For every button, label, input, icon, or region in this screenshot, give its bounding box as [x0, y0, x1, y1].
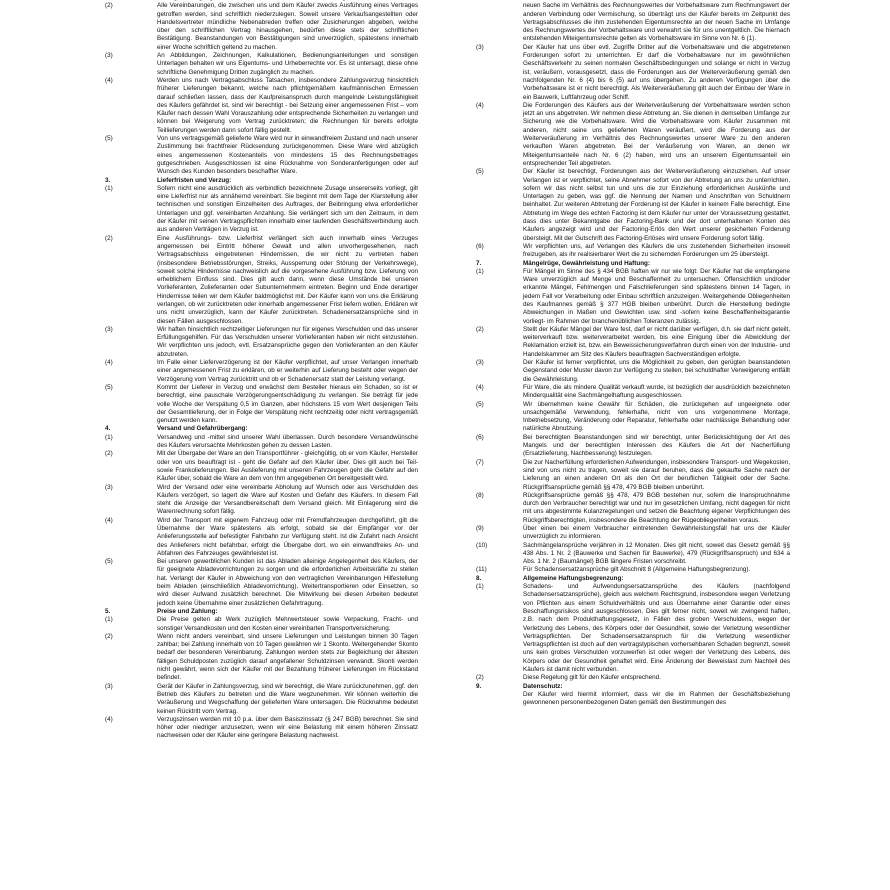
clause-text: Diese Regelung gilt für den Käufer entsprechend.	[523, 674, 661, 682]
right-column	[476, 0, 790, 708]
clause	[105, 2, 418, 52]
clause	[476, 542, 790, 567]
clause	[476, 566, 790, 574]
clause-number: (2)	[105, 234, 113, 242]
clause	[476, 359, 790, 384]
clause-number: (3)	[476, 359, 484, 367]
clause-number: (2)	[105, 2, 113, 10]
clause	[105, 384, 418, 425]
clause-text: Kommt der Lieferer in Verzug und erwächst dem Besteller hieraus ein Schaden, so ist er berechtigt, eine pauschale Verzögerungsentschädigung zu verlangen. Sie beträgt für jede volle Woche der Verspätung 0,5 im Ganzen, aber höchstens 15 vom Wert desjenigen Teils der Gesamtlieferung, der in Folge der Verspätung nicht rechtzeitig oder nicht vertragsgemäß genutzt werden kann.	[157, 383, 418, 425]
clause	[476, 583, 790, 674]
clause	[105, 484, 418, 517]
clause-number: (2)	[105, 632, 113, 640]
clause	[476, 102, 790, 168]
clause-number: (3)	[476, 43, 484, 51]
clause-text: An Abbildungen, Zeichnungen, Kalkulationen, Bedienungsanleitungen und sonstigen Unterlagen behalten wir uns Eigentums- und Urheberrechte vor. Es ist untersagt, diese ohne schriftliche Genehmigung Dritten zugänglich zu machen.	[157, 52, 418, 76]
clause	[105, 326, 418, 359]
section-heading	[105, 177, 418, 185]
clause-text: Bei unseren gewerblichen Kunden ist das Abladen alleinige Angelegenheit des Käufers, der für geeignete Abladevorrichtungen zu sorgen und die erforderlichen Arbeitskräfte zu stellen hat. Verlangt der Käufer in Abweichung von den vertraglichen Vereinbarungen Hilfestellung beim Abladen (einschließlich Abladevorrichtung), Weitertransportieren oder Einsetzen, so wird dieser Aufwand zusätzlich berechnet. Die Mitwirkung bei diesen Arbeiten bedeutet jedoch keine Übernahme einer zusätzlichen Gefahrtragung.	[157, 558, 418, 607]
section-title: Allgemeine Haftungsbegrenzung:	[523, 574, 624, 582]
clause-number: (5)	[476, 400, 484, 408]
clause	[476, 326, 790, 359]
clause-text: Eine Ausführungs- bzw. Lieferfrist verlängert sich auch innerhalb eines Verzuges angemessen bei Eintritt höherer Gewalt und allen unvorhergesehenen, nach Vertragsabschluss eingetretenen Hindernissen, die wir nicht zu vertreten haben (insbesondere Betriebsstörungen, Streiks, Aussperrung oder Störung der Verkehrswege), soweit solche Hindernisse nachweislich auf die vorgesehene Ausführung bzw. Lieferung von erheblichem Einfluss sind. Dies gilt auch dann, wenn diese Umstände bei unseren Vorlieferanten, Zulieferanten oder Subunternehmern eintreten. Beginn und Ende derartiger Hindernisse teilen wir dem Käufer baldmöglichst mit. Der Käufer kann von uns die Erklärung verlangen, ob wir zurücktreten oder innerhalb angemessener Frist liefern wollen. Erklären wir uns nicht unverzüglich, kann der Käufer zurücktreten. Schadenersatzansprüche sind in diesen Fällen ausgeschlossen.	[157, 234, 418, 325]
clause-text: Wird der Versand oder eine vereinbarte Abholung auf Wunsch oder aus Verschulden des Käufers verzögert, so lagert die Ware auf Kosten und Gefahr des Käufers. In diesem Fall steht die Anzeige der Versandbereitschaft dem Versand gleich. Mit Einlagerung wird die Warenrechnung sofort fällig.	[157, 483, 418, 516]
clause-text: Werden uns nach Vertragsabschluss Tatsachen, insbesondere Zahlungsverzug hinsichtlich früherer Lieferungen bekannt, welche nach pflichtgemäßem kaufmännischen Ermessen darauf schließen lassen, dass der Kaufpreisanspruch durch mangelnde Leistungsfähigkeit des Käufers gefährdet ist, sind wir berechtigt - bei Setzung einer angemessenen Frist – vom Käufer nach dessen Wahl Vorauszahlung oder entsprechende Sicherheiten zu verlangen und können bei Weigerung vom Vertrag zurücktreten; die Rechnungen für bereits erfolgte Teillieferungen werden dann sofort fällig gestellt.	[157, 76, 418, 134]
clause-number: (4)	[105, 715, 113, 723]
clause	[105, 517, 418, 558]
clause-number: (5)	[105, 558, 113, 566]
clause-text: Schadens- und Aufwendungsersatzansprüche des Käufers (nachfolgend Schadensersatzansprüche), gleich aus welchem Rechtsgrund, insbesondere wegen Verletzung von Pflichten aus einem Schuldverhältnis und aus Übernahme einer Garantie oder eines Beschaffungsrisikos sind ausgeschlossen. Dies gilt ferner nicht, soweit wir zwingend haften, z.B. nach dem Produkthaftungsgesetz, in Fällen des groben Verschuldens, wegen der Verletzung des Lebens, des Körpers oder der Gesundheit, sowie der Verletzung wesentlicher Vertragspflichten. Der Schadensersatzanspruch für die Verletzung wesentlicher Vertragspflichten ist doch auf den vertragstypischen vorhersehbaren Schaden begrenzt, soweit uns kein grobes Verschulden vorzuwerfen ist oder wegen der Verletzung des Lebens, des Körpers oder der Gesundheit gehaftet wird. Eine Änderung der Beweislast zum Nachteil des Käufers ist damit nicht verbunden.	[523, 583, 790, 674]
clause-text: Für Schadensersatzansprüche gilt Abschnitt 8 (Allgemeine Haftungsbegrenzung).	[523, 566, 751, 574]
clause-number: 8.	[476, 574, 482, 582]
clause-text: Wird der Transport mit eigenem Fahrzeug oder mit Fremdfahrzeugen durchgeführt, gilt die Übernahme der Ware spätestens als erfolgt, sobald sie der Empfänger vor der Anlieferungsstelle auf befestigter Fahrbahn zur Verfügung steht. Ist die Zufahrt nach Ansicht des Anlieferers nicht befahrbar, erfolgt die Übergabe dort, wo ein einwandfreies An- und Abfahren des Fahrzeuges gewährleistet ist.	[157, 516, 418, 557]
clause-text: Im Falle einer Lieferverzögerung ist der Käufer verpflichtet, auf unser Verlangen innerhalb einer angemessenen Frist zu erklären, ob er weiterhin auf Lieferung besteht oder wegen der Verzögerung vom Vertrag zurücktritt und ob er Schadenersatz statt der Leistung verlangt.	[157, 359, 418, 383]
clause	[105, 633, 418, 683]
clause-text: Die Forderungen des Käufers aus der Weiterveräußerung der Vorbehaltsware werden schon jetzt an uns abgetreten. Wir nehmen diese Abtretung an. Sie dienen in demselben Umfange zur Sicherung wie die Vorbehaltsware. Wird die Vorbehaltsware vom Käufer zusammen mit anderen, nicht seine uns gelieferten Waren veräußert, wird die Forderung aus der Weiterveräußerung im Verhältnis des Rechnungswertes unserer Ware zu den anderen verkauften Waren abgetreten. Bei der Veräußerung von Waren, an denen wir Miteigentumsanteile nach Nr. 6 (2) haben, wird uns an unserem Eigentumsanteil ein entsprechender Teil abgetreten.	[523, 101, 790, 167]
clause-number: (1)	[105, 433, 113, 441]
clause	[105, 77, 418, 135]
clause-text: Gerät der Käufer in Zahlungsverzug, sind wir berechtigt, die Ware zurückzunehmen, ggf. den Betrieb des Käufers zu betreten und die Ware wegzunehmen. Wir können weiterhin die Veräußerung und Wegschaffung der gelieferten Ware untersagen. Die Rücknahme bedeutet keinen Rücktritt vom Vertrag.	[157, 682, 418, 715]
clause-text: Versandweg und -mittel sind unserer Wahl überlassen. Durch besondere Versandwünsche des Käufers verursachte Mehrkosten gehen zu dessen Lasten.	[157, 433, 418, 450]
clause-number: (2)	[476, 674, 484, 682]
clause-number: (6)	[476, 242, 484, 250]
clause	[476, 691, 790, 708]
clause	[476, 243, 790, 260]
clause	[476, 0, 790, 44]
clause	[105, 683, 418, 716]
clause-number: (5)	[476, 168, 484, 176]
clause-number: (7)	[476, 458, 484, 466]
clause	[476, 492, 790, 525]
clause-text: Der Käufer ist ferner verpflichtet, uns die Möglichkeit zu geben, den gerügten beanstandeten Gegenstand oder Muster davon zur Verfügung zu stellen; bei schuldhafter Verweigerung entfällt die Gewährleistung.	[523, 359, 790, 383]
clause-number: (4)	[105, 76, 113, 84]
section-title: Datenschutz:	[523, 682, 563, 690]
clause-text: Rückgriffsansprüche gemäß §§ 478, 479 BGB bestehen nur, sofern die Inanspruchnahme durch den Verbraucher berechtigt war und nur im gesetzlichen Umfang, nicht dagegen für nicht mit uns abgestimmte Kulanzregelungen und setzen die Beachtung eigener Verpflichtungen des Rückgriffsberechtigten, insbesondere die Beachtung der Rügeobliegenheiten voraus.	[523, 491, 790, 524]
section-heading	[476, 683, 790, 691]
clause-number: (5)	[105, 135, 113, 143]
clause	[476, 401, 790, 434]
clause	[105, 716, 418, 741]
clause	[476, 168, 790, 243]
clause-number: (5)	[105, 383, 113, 391]
clause-number: (4)	[476, 101, 484, 109]
clause	[476, 44, 790, 102]
clause-text: Wenn nicht anders vereinbart, sind unsere Lieferungen und Leistungen binnen 30 Tagen zahlbar; bei Zahlung innerhalb von 10 Tagen gewähren wir 1 Skonto. Weitergehender Skonto bedarf der besonderen Vereinbarung. Zahlungen werden stets zur Begleichung der ältesten fälligen Schuldposten zuzüglich darauf angefallener Schuldzinsen verwandt. Skonti werden nicht gewährt, wenn sich der Käufer mit der Bezahlung früherer Lieferungen im Rückstand befindet.	[157, 632, 418, 682]
clause-number: (4)	[105, 516, 113, 524]
clause-text: Verzugszinsen werden mit 10 p.a. über dem Basiszinssatz (§ 247 BGB) berechnet. Sie sind höher oder niedriger anzusetzen, wenn wir eine Belastung mit einem höheren Zinssatz nachweisen oder der Käufer eine geringere Belastung nachweist.	[157, 715, 418, 740]
section-heading	[476, 260, 790, 268]
section-title: Mängelrüge, Gewährleistung und Haftung:	[523, 259, 650, 267]
section-title: Preise und Zahlung:	[157, 607, 218, 615]
left-column	[105, 0, 418, 741]
section-title: Lieferfristen und Verzug:	[157, 176, 232, 184]
clause-number: (1)	[476, 267, 484, 275]
section-heading	[105, 608, 418, 616]
clause	[476, 674, 790, 682]
clause-number: (3)	[105, 483, 113, 491]
clause-number: (4)	[105, 359, 113, 367]
clause	[105, 616, 418, 633]
clause-text: Die zur Nacherfüllung erforderlichen Aufwendungen, insbesondere Transport- und Wegekosten, sind von uns nicht zu tragen, soweit sie darauf beruhen, dass die gekaufte Sache nach der Lieferung an einen anderen Ort als den Ort der beruflichen Tätigkeit oder der Sache. Rückgriffsansprüche gemäß §§ 478, 479 BGB bleiben unberührt.	[523, 458, 790, 491]
clause-text: Der Käufer ist berechtigt, Forderungen aus der Weiterveräußerung einzuziehen. Auf unser Verlangen ist er verpflichtet, seine Abnehmer sofort von der Abtretung an uns zu unterrichten, sofern wir das nicht selbst tun und uns die zur Einziehung erforderlichen Auskünfte und Unterlagen zu geben, was ggf. die Nennung der Namen und Anschriften von Schuldnern beinhaltet. Zur weiteren Abtretung der Forderung ist der Käufer in keinem Falle berechtigt. Eine Abtretung im Wege des echten Factoring ist dem Käufer nur unter der Voraussetzung gestattet, dass dies unter Bekanntgabe der Factoring-Bank und der dort unterhaltenen Konten des Käufers angezeigt wird und der Factoring-Erlös den Wert unserer gesicherten Forderung übersteigt. Mit der Gutschrift des Factoring-Erlöses wird unsere Forderung sofort fällig.	[523, 168, 790, 242]
clause-text: Der Käufer hat uns über evtl. Zugriffe Dritter auf die Vorbehaltsware und die abgetretenen Forderungen sofort zu unterrichten. Er darf die Vorbehaltsware nur im gewöhnlichen Geschäftsverkehr zu seinen normalen Geschäftsbedingungen und solange er nicht in Verzug ist, veräußern, vorausgesetzt, dass die Forderungen aus der Weiterveräußerung gemäß den nachfolgenden Nr. 6 (4) bis 6 (5) auf uns übergehen. Zu anderen Verfügungen über die Vorbehaltsware ist er nicht berechtigt. Als Weiterveräußerung gilt auch der Einbau der Ware in ein Bauwerk, Luftfahrzeug oder Schiff.	[523, 43, 790, 101]
clause-text: Mit der Übergabe der Ware an den Transportführer - gleichgültig, ob er vom Käufer, Hersteller oder von uns beauftragt ist - geht die Gefahr auf den Käufer über. Dies gilt auch bei Teil- sowie Frankolieferungen. Bei Auslieferung mit unseren Fahrzeugen geht die Gefahr auf den Käufer über, sobald die Ware an dem von Ihm angegebenen Ort bereitgestellt wird.	[157, 450, 418, 483]
clause-number: (1)	[105, 616, 113, 624]
clause-number: (10)	[476, 541, 488, 549]
clause-number: (9)	[476, 525, 484, 532]
clause-text: Für Mängel im Sinne des § 434 BGB haften wir nur wie folgt: Der Käufer hat die empfangene Ware unverzüglich auf Menge und Beschaffenheit zu untersuchen. Offensichtlich und/oder erkannte Mängel, Fehlmengen und Falschlieferungen sind spätestens binnen 14 Tagen, in jedem Fall vor Verarbeitung oder Einbau schriftlich anzuzeigen. Weitergehende Obliegenheiten des Kaufmannes gemäß § 377 HGB bleiben unberührt. Durch die Herstellung bedingte Abweichungen in Maßen und Gewichten usw. sind -sofern keine Beschaffenheitsgarantie vorliegt- im Rahmen der branchenüblichen Toleranzen zulässig.	[523, 267, 790, 325]
section-heading	[476, 575, 790, 583]
clause-text: Alle Vereinbarungen, die zwischen uns und dem Käufer zwecks Ausführung eines Vertrages getroffen werden, sind schriftlich niederzulegen. Soweit unsere Verkaufsangestellten oder Handelsvertreter mündliche Nebenabreden treffen oder Zusicherungen abgeben, welche über den schriftlichen Vertrag hinausgehen, bedürfen diese stets der schriftlichen Bestätigung. Beanstandungen von Bestätigungen sind unverzüglich, spätestens innerhalb einer Woche schriftlich geltend zu machen.	[157, 2, 418, 51]
clause-number: (6)	[476, 433, 484, 441]
clause	[476, 525, 790, 542]
clause-text: Der Käufer wird hiermit informiert, dass wir die im Rahmen der Geschäftsbeziehung gewonnenen personenbezogenen Daten gemäß den Bestimmungen des	[523, 690, 790, 707]
clause	[105, 558, 418, 608]
clause	[105, 235, 418, 326]
clause-number: (4)	[476, 383, 484, 391]
clause-number: 5.	[105, 607, 111, 615]
clause-text: Wir verpflichten uns, auf Verlangen des Käufers die uns zustehenden Sicherheiten insoweit freizugeben, als ihr realisierbarer Wert die zu sichernden Forderungen um 25 übersteigt.	[523, 242, 790, 259]
clause-number: (3)	[105, 325, 113, 333]
clause	[476, 268, 790, 326]
clause-text: neuen Sache im Verhältnis des Rechnungswertes der Vorbehaltsware zum Rechnungswert der anderen Verbindung oder Vermischung, so überträgt uns der Käufer bereits im Zeitpunkt des Vertragsabschlusses die ihm zustehenden Eigentumsrechte an der neuen Sache im Umfange des Rechnungswertes der Vorbehaltsware und verwahrt sie für uns unentgeltlich. Die hiernach entstehenden Miteigentumsrechte gelten als Vorbehaltsware im Sinne von Nr. 6 (1).	[523, 2, 790, 43]
clause-text: Für Ware, die als mindere Qualität verkauft wurde, ist bezüglich der ausdrücklich bezeichneten Minderqualität eine Sachmängelhaftung ausgeschlossen.	[523, 383, 790, 400]
clause-number: 4.	[105, 425, 111, 433]
clause-text: Bei berechtigten Beanstandungen sind wir berechtigt, unter Berücksichtigung der Art des Mangels und der berechtigten Interessen des Käufers die Art der Nacherfüllung (Ersatzlieferung, Nachbesserung) festzulegen.	[523, 433, 790, 458]
clause	[476, 459, 790, 492]
clause-number: (3)	[105, 682, 113, 690]
clause-number: (2)	[105, 450, 113, 458]
section-title: Versand und Gefahrübergang:	[157, 425, 248, 433]
clause-number: (3)	[105, 52, 113, 60]
clause-number: (11)	[476, 566, 487, 574]
clause-number: (2)	[476, 325, 484, 333]
clause-text: Von uns vertragsgemäß gelieferte Ware wird nur in einwandfreiem Zustand und nach unserer Zustimmung bei frachtfreier Rücksendung zurückgenommen. Diese Ware wird abzüglich eines angemessenen Kostenanteils von mindestens 15 des Rechnungsbetrages gutgeschrieben. Ausgeschlossen ist eine Rücknahme von Sonderanfertigungen oder auf Wunsch des Kunden besonders beschaffter Ware.	[157, 135, 418, 176]
clause	[105, 135, 418, 176]
clause	[476, 434, 790, 459]
clause	[105, 359, 418, 384]
clause-number: (8)	[476, 491, 484, 499]
clause	[476, 384, 790, 401]
clause	[105, 434, 418, 451]
clause-text: Über einen bei einem Verbraucher eintretenden Gewährleistungsfall hat uns der Käufer unverzüglich zu informieren.	[523, 525, 790, 541]
clause-number: (1)	[476, 583, 484, 591]
clause-number: 9.	[476, 682, 482, 690]
clause	[105, 52, 418, 77]
clause-text: Die Preise gelten ab Werk zuzüglich Mehrwertsteuer sowie Verpackung, Fracht- und sonstiger Versandkosten und den Kosten einer vereinbarten Transportversicherung.	[157, 616, 418, 632]
clause-text: Wir haften hinsichtlich rechtzeitiger Lieferungen nur für eigenes Verschulden und das unserer Erfüllungsgehilfen. Für das Verschulden unserer Vorlieferanten haben wir nicht einzustehen. Wir verpflichten uns jedoch, evtl. Ersatzansprüche gegen den Vorlieferanten an den Käufer abzutreten.	[157, 325, 418, 358]
clause-number: 7.	[476, 259, 482, 267]
section-heading	[105, 425, 418, 433]
clause-number: (1)	[105, 184, 113, 192]
clause-text: Sachmängelansprüche verjähren in 12 Monaten. Dies gilt nicht, soweit das Gesetz gemäß §§ 438 Abs. 1 Nr. 2 (Bauwerke und Sachen für Bauwerke), 479 (Rückgriffsanspruch) und 634 a Abs. 1 Nr. 2 (Baumängel) BGB längere Fristen vorschreibt.	[523, 541, 790, 566]
clause-text: Stellt der Käufer Mängel der Ware fest, darf er nicht darüber verfügen, d.h. sie darf nicht geteilt, weiterverkauft bzw. weiterverarbeitet werden, bis eine Einigung über die Abwicklung der Reklamation erzielt ist, bzw. ein Beweissicherungsverfahren durch einen von der Industrie- und Handelskammer am Sitz des Käufers beauftragten Sachverständigen erfolgte.	[523, 325, 790, 358]
clause-number: 3.	[105, 176, 111, 184]
clause	[105, 185, 418, 235]
clause-text: Sofern nicht eine ausdrücklich als verbindlich bezeichnete Zusage unsererseits vorliegt, gilt eine Lieferfrist nur als annähernd vereinbart. Sie beginnt mit dem Tage der Klarstellung aller technischen und sonstigen Einzelheiten des Auftrages, der Beibringung etwa erforderlicher Unterlagen und ggf. vereinbarten Anzahlung. Sie verlängert sich um den Zeitraum, in dem der Käufer mit seinen Vertragspflichten innerhalb einer laufenden Geschäftsverbindung auch aus anderen Verträgen in Verzug ist.	[157, 184, 418, 234]
clause	[105, 450, 418, 483]
clause-text: Wir übernehmen keine Gewähr für Schäden, die zurückgehen auf ungeeignete oder unsachgemäße Verwendung, fehlerhafte, nicht von uns vorgenommene Montage, Inbetriebsetzung, Veränderung oder Reparatur, fehlerhafte oder nachlässige Behandlung oder natürliche Abnutzung.	[523, 400, 790, 433]
